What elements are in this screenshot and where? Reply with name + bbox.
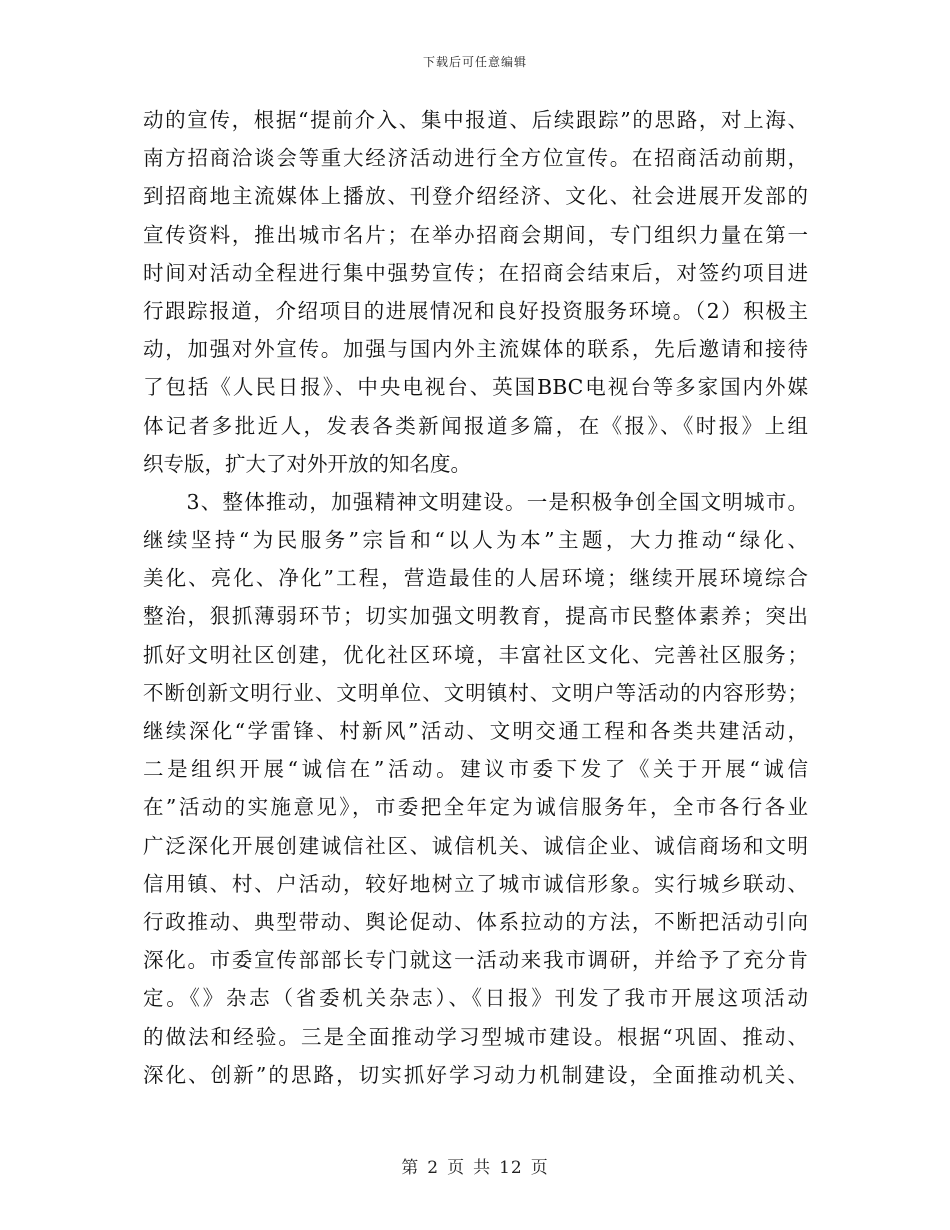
body-line: 织专版，扩大了对外开放的知名度。	[143, 451, 471, 476]
body-line: 二是组织开展“诚信在”活动。建议市委下发了《关于开展“诚信	[143, 757, 808, 782]
page-number-footer	[0, 1153, 950, 1178]
body-line: 在”活动的实施意见》，市委把全年定为诚信服务年，全市各行各业	[143, 795, 808, 820]
body-line: 宣传资料，推出城市名片；在举办招商会期间，专门组织力量在第一	[143, 222, 808, 247]
page-label-total-prefix: 共	[473, 1158, 492, 1178]
document-body	[143, 101, 808, 1094]
body-line: 深化、创新”的思路，切实抓好学习动力机制建设，全面推动机关、	[143, 1062, 808, 1087]
body-line: 信用镇、村、户活动，较好地树立了城市诚信形象。实行城乡联动、	[143, 871, 808, 896]
body-line: 广泛深化开展创建诚信社区、诚信机关、诚信企业、诚信商场和文明	[143, 833, 808, 858]
body-line: 了包括《人民日报》、中央电视台、英国BBC电视台等多家国内外媒	[143, 375, 808, 400]
body-line: 深化。市委宣传部部长专门就这一活动来我市调研，并给予了充分肯	[143, 948, 808, 973]
body-line: 行跟踪报道，介绍项目的进展情况和良好投资服务环境。（2）积极主	[143, 298, 808, 323]
body-line: 不断创新文明行业、文明单位、文明镇村、文明户等活动的内容形势；	[143, 680, 808, 705]
body-line: 体记者多批近人，发表各类新闻报道多篇，在《报》、《时报》上组	[143, 413, 808, 438]
body-line: 的做法和经验。三是全面推动学习型城市建设。根据“巩固、推动、	[143, 1024, 808, 1049]
body-line: 动，加强对外宣传。加强与国内外主流媒体的联系，先后邀请和接待	[143, 337, 808, 362]
page-label-prefix: 第	[401, 1158, 420, 1178]
body-line: 抓好文明社区创建，优化社区环境，丰富社区文化、完善社区服务；	[143, 642, 808, 667]
body-line: 定。《》杂志（省委机关杂志）、《日报》刊发了我市开展这项活动	[143, 986, 808, 1011]
body-line: 继续深化“学雷锋、村新风”活动、文明交通工程和各类共建活动，	[143, 719, 808, 743]
body-line: 行政推动、典型带动、舆论促动、体系拉动的方法，不断把活动引向	[143, 909, 808, 934]
body-line: 继续坚持“为民服务”宗旨和“以人为本”主题，大力推动“绿化、	[143, 528, 808, 553]
page-label-mid: 页	[447, 1158, 466, 1178]
body-line: 到招商地主流媒体上播放、刊登介绍经济、文化、社会进展开发部的	[143, 184, 808, 209]
current-page-number: 2	[427, 1158, 440, 1178]
body-line: 动的宣传，根据“提前介入、集中报道、后续跟踪”的思路，对上海、	[143, 108, 808, 132]
total-page-count: 12	[499, 1158, 523, 1178]
page-header-note: 下载后可任意编辑	[422, 55, 527, 69]
body-line: 3、整体推动，加强精神文明建设。一是积极争创全国文明城市。	[143, 489, 808, 514]
page-label-suffix: 页	[530, 1158, 549, 1178]
body-line: 整治，狠抓薄弱环节；切实加强文明教育，提高市民整体素养；突出	[143, 604, 808, 629]
body-line: 时间对活动全程进行集中强势宣传；在招商会结束后，对签约项目进	[143, 260, 808, 285]
body-line: 美化、亮化、净化”工程，营造最佳的人居环境；继续开展环境综合	[143, 566, 808, 591]
body-line: 南方招商洽谈会等重大经济活动进行全方位宣传。在招商活动前期，	[143, 146, 808, 171]
